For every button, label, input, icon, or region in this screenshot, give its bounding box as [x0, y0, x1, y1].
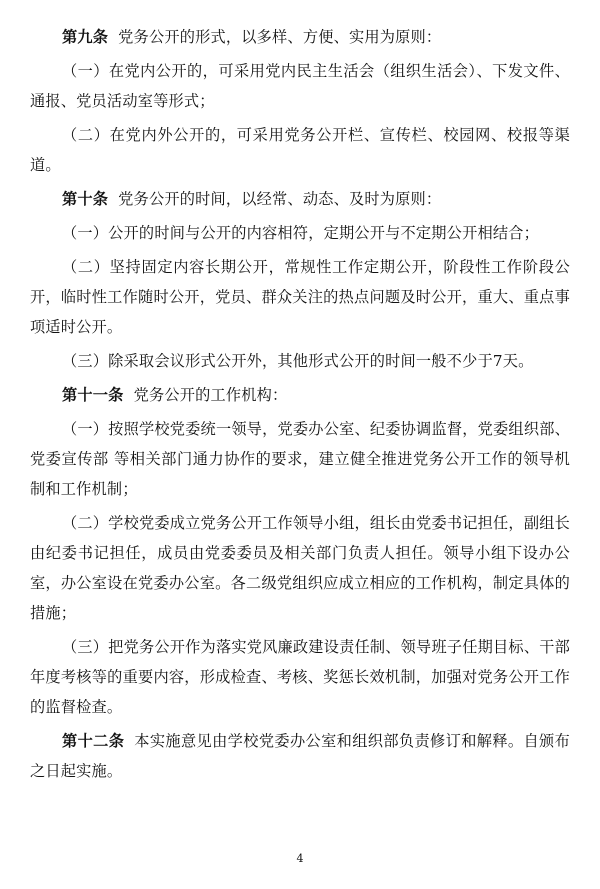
paragraph-item — [30, 218, 570, 248]
paragraph-text: 党务公开的时间，以经常、动态、及时为原则： — [118, 190, 442, 208]
document-body — [30, 22, 570, 790]
paragraph-item — [30, 252, 570, 342]
article-number: 第九条 — [62, 28, 109, 46]
article-number: 第十一条 — [62, 386, 124, 404]
paragraph-text: （一）公开的时间与公开的内容相符，定期公开与不定期公开相结合； — [62, 224, 540, 242]
paragraph-item — [30, 56, 570, 116]
paragraph-item — [30, 346, 570, 376]
paragraph-text: （三）除采取会议形式公开外，其他形式公开的时间一般不少于7天。 — [62, 352, 534, 370]
paragraph-article-9 — [30, 22, 570, 52]
article-number: 第十条 — [62, 190, 109, 208]
paragraph-text: （二）学校党委成立党务公开工作领导小组，组长由党委书记担任，副组长由纪委书记担任，成员由党委委员及相关部门负责人担任。领导小组下设办公室，办公室设在党委办公室。各二级党组织应成立相应的工作机构，制定具体的措施； — [30, 514, 570, 622]
paragraph-text: 本实施意见由学校党委办公室和组织部负责修订和解释。自颁布之日起实施。 — [30, 732, 570, 780]
paragraph-text: （二）在党内外公开的，可采用党务公开栏、宣传栏、校园网、校报等渠道。 — [30, 126, 570, 174]
paragraph-text: （三）把党务公开作为落实党风廉政建设责任制、领导班子任期目标、干部年度考核等的重要内容，形成检查、考核、奖惩长效机制，加强对党务公开工作的监督检查。 — [30, 638, 570, 716]
paragraph-article-11 — [30, 380, 570, 410]
paragraph-article-10 — [30, 184, 570, 214]
paragraph-item — [30, 414, 570, 504]
paragraph-text: 党务公开的工作机构： — [133, 386, 288, 404]
paragraph-text: （二）坚持固定内容长期公开，常规性工作定期公开，阶段性工作阶段公开，临时性工作随时公开，党员、群众关注的热点问题及时公开，重大、重点事项适时公开。 — [30, 258, 570, 336]
article-number: 第十二条 — [62, 732, 125, 750]
paragraph-article-12 — [30, 726, 570, 786]
paragraph-text: 党务公开的形式，以多样、方便、实用为原则： — [118, 28, 442, 46]
paragraph-text: （一）在党内公开的，可采用党内民主生活会（组织生活会）、下发文件、通报、党员活动室等形式； — [30, 62, 570, 110]
paragraph-item — [30, 120, 570, 180]
paragraph-item — [30, 632, 570, 722]
paragraph-text: （一）按照学校党委统一领导，党委办公室、纪委协调监督，党委组织部、党委宣传部 等相关部门通力协作的要求，建立健全推进党务公开工作的领导机制和工作机制； — [30, 420, 570, 498]
paragraph-item — [30, 508, 570, 628]
page-number: 4 — [296, 852, 304, 865]
